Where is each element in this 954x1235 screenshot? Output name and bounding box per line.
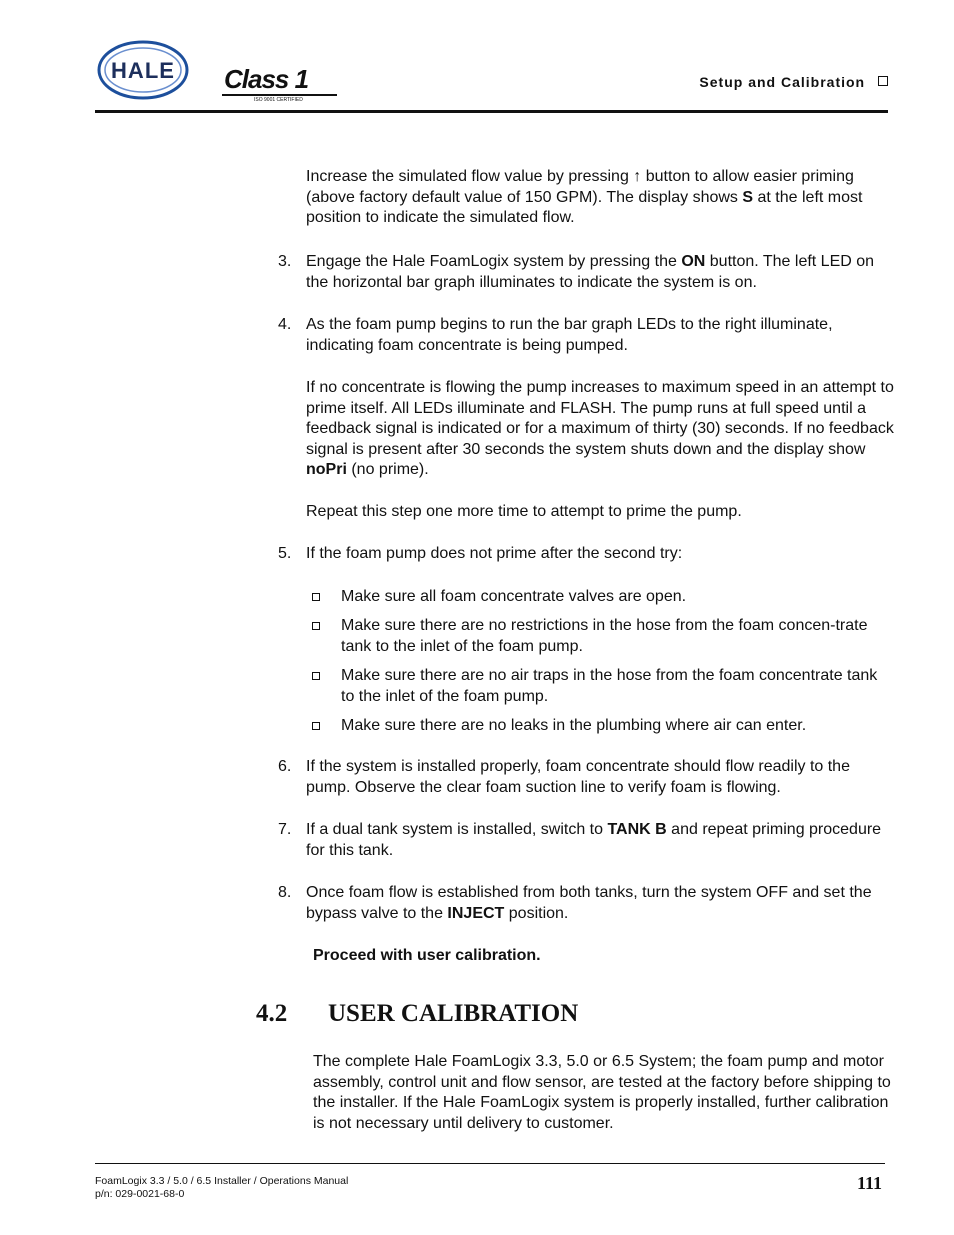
checkbox-bullet-icon — [312, 593, 320, 601]
section-heading — [256, 1000, 578, 1028]
square-bullet-icon — [878, 76, 888, 86]
step-4-repeat: Repeat this step one more time to attempt to prime the pump. — [306, 503, 742, 520]
footer-rule — [95, 1163, 885, 1164]
checkbox-bullet-icon — [312, 622, 320, 630]
footer-part-number: p/n: 029-0021-68-0 — [95, 1188, 185, 1200]
up-arrow-icon: ↑ — [633, 168, 642, 185]
page-number: 111 — [856, 1173, 882, 1193]
section-body: The complete Hale FoamLogix 3.3, 5.0 or 6.5 System; the foam pump and motor assembly, control unit and flow sensor, are tested at the factory before shipping to the installer. If the Hale FoamLogix system is properly installed, further calibration is not necessary until delivery to customer. — [313, 1053, 891, 1132]
intro-paragraph: Increase the simulated flow value by pressing ↑ button to allow easier priming (above factory default value of 150 GPM). The display shows S at the left most position to indicate the simulated flow. — [306, 168, 863, 226]
hale-logo: HALE — [95, 38, 191, 102]
proceed-note: Proceed with user calibration. — [313, 947, 541, 964]
header-section-title: Setup and Calibration — [600, 74, 888, 90]
step-4-detail: If no concentrate is flowing the pump increases to maximum speed in an attempt to prime itself. All LEDs illuminate and FLASH. The pump runs at full speed until a feedback signal is indicated or for a maximum of thirty (30) seconds. If no feedback signal is present after 30 seconds the system shuts down and the display show noPri (no prime). — [306, 379, 894, 478]
checkbox-bullet-icon — [312, 672, 320, 680]
header-rule — [95, 110, 888, 113]
class1-logo: Class 1 ISO 9001 CERTIFIED — [222, 64, 342, 106]
footer-manual-title: FoamLogix 3.3 / 5.0 / 6.5 Installer / Operations Manual p/n: 029-0021-68-0 — [95, 1175, 349, 1200]
section-number: 4.2 — [256, 1000, 288, 1027]
checkbox-bullet-icon — [312, 722, 320, 730]
section-title: USER CALIBRATION — [328, 1000, 579, 1027]
